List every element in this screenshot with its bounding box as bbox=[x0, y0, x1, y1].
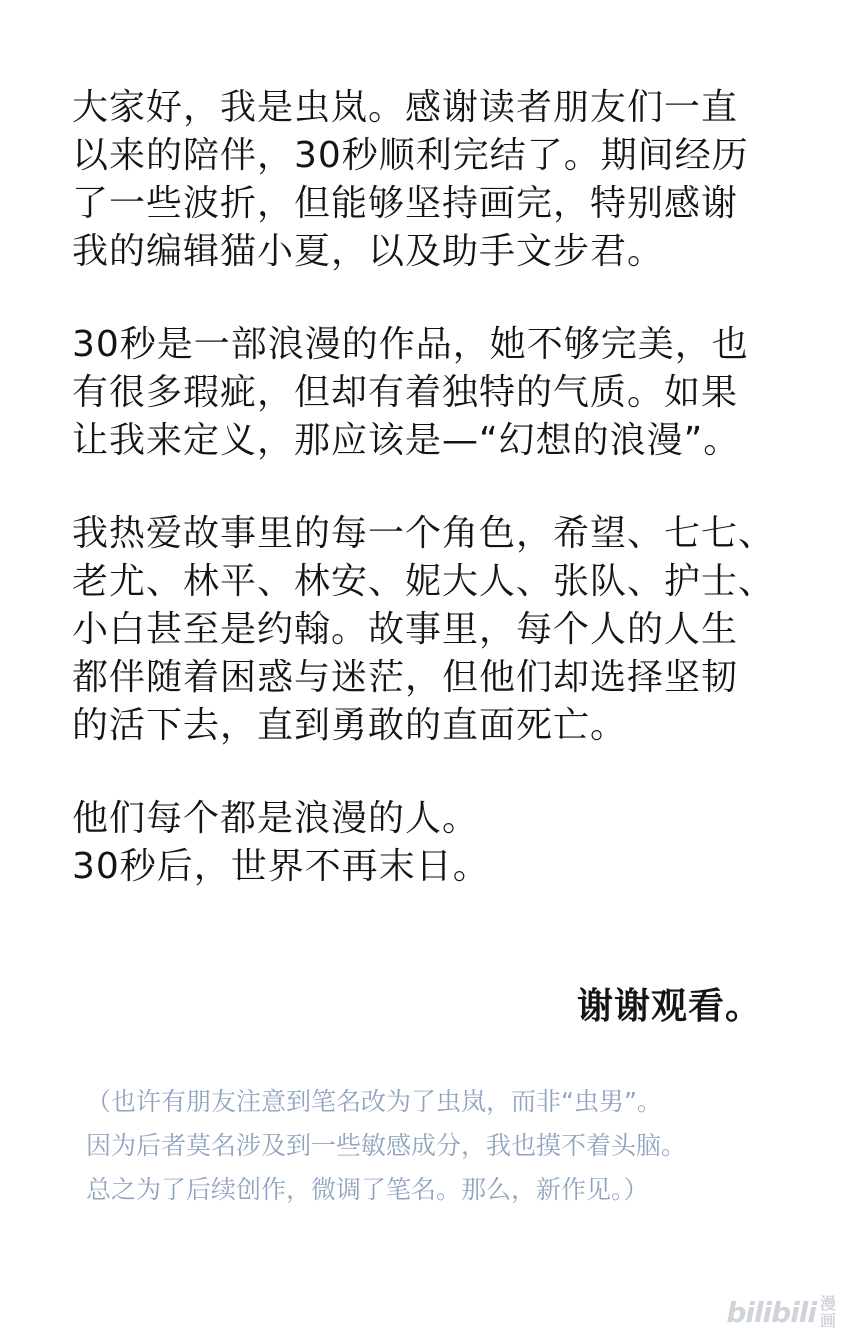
paragraph-work-description bbox=[72, 321, 802, 465]
text-line: 老尤、林平、林安、妮大人、张队、护士、 bbox=[72, 561, 776, 602]
paragraph-characters bbox=[72, 510, 802, 750]
manga-label-char: 漫 bbox=[819, 1294, 836, 1313]
text-line: 以来的陪伴，30秒顺利完结了。期间经历 bbox=[72, 135, 749, 176]
text-line: 大家好，我是虫岚。感谢读者朋友们一直 bbox=[72, 87, 739, 128]
text-line: 小白甚至是约翰。故事里，每个人的人生 bbox=[72, 609, 739, 650]
text-line: 有很多瑕疵，但却有着独特的气质。如果 bbox=[72, 372, 739, 413]
text-line: 他们每个都是浪漫的人。 bbox=[72, 798, 480, 839]
paragraph-closing bbox=[72, 795, 802, 891]
text-line: 的活下去，直到勇敢的直面死亡。 bbox=[72, 705, 628, 746]
manga-label-char: 画 bbox=[819, 1311, 836, 1330]
paragraph-greeting bbox=[72, 84, 802, 276]
text-line: 我的编辑猫小夏，以及助手文步君。 bbox=[72, 231, 665, 272]
text-line: 都伴随着困惑与迷茫，但他们却选择坚韧 bbox=[72, 657, 739, 698]
bilibili-logo: bilibili bbox=[726, 1295, 816, 1329]
text-line: 了一些波折，但能够坚持画完，特别感谢 bbox=[72, 183, 739, 224]
manga-label bbox=[820, 1295, 836, 1329]
text-line: 30秒是一部浪漫的作品，她不够完美，也 bbox=[72, 324, 749, 365]
thanks-heading: 谢谢观看。 bbox=[576, 986, 762, 1027]
note-line: 总之为了后续创作，微调了笔名。那么，新作见。） bbox=[86, 1175, 649, 1204]
bilibili-manga-watermark bbox=[726, 1295, 836, 1329]
note-line: 因为后者莫名涉及到一些敏感成分，我也摸不着头脑。 bbox=[86, 1131, 687, 1160]
note-line: （也许有朋友注意到笔名改为了虫岚，而非“虫男”。 bbox=[86, 1087, 662, 1116]
pen-name-note bbox=[86, 1080, 686, 1212]
afterword-body bbox=[72, 84, 802, 936]
text-line: 我热爱故事里的每一个角色，希望、七七、 bbox=[72, 513, 776, 554]
text-line: 让我来定义，那应该是—“幻想的浪漫”。 bbox=[72, 420, 741, 461]
text-line: 30秒后，世界不再末日。 bbox=[72, 846, 490, 887]
